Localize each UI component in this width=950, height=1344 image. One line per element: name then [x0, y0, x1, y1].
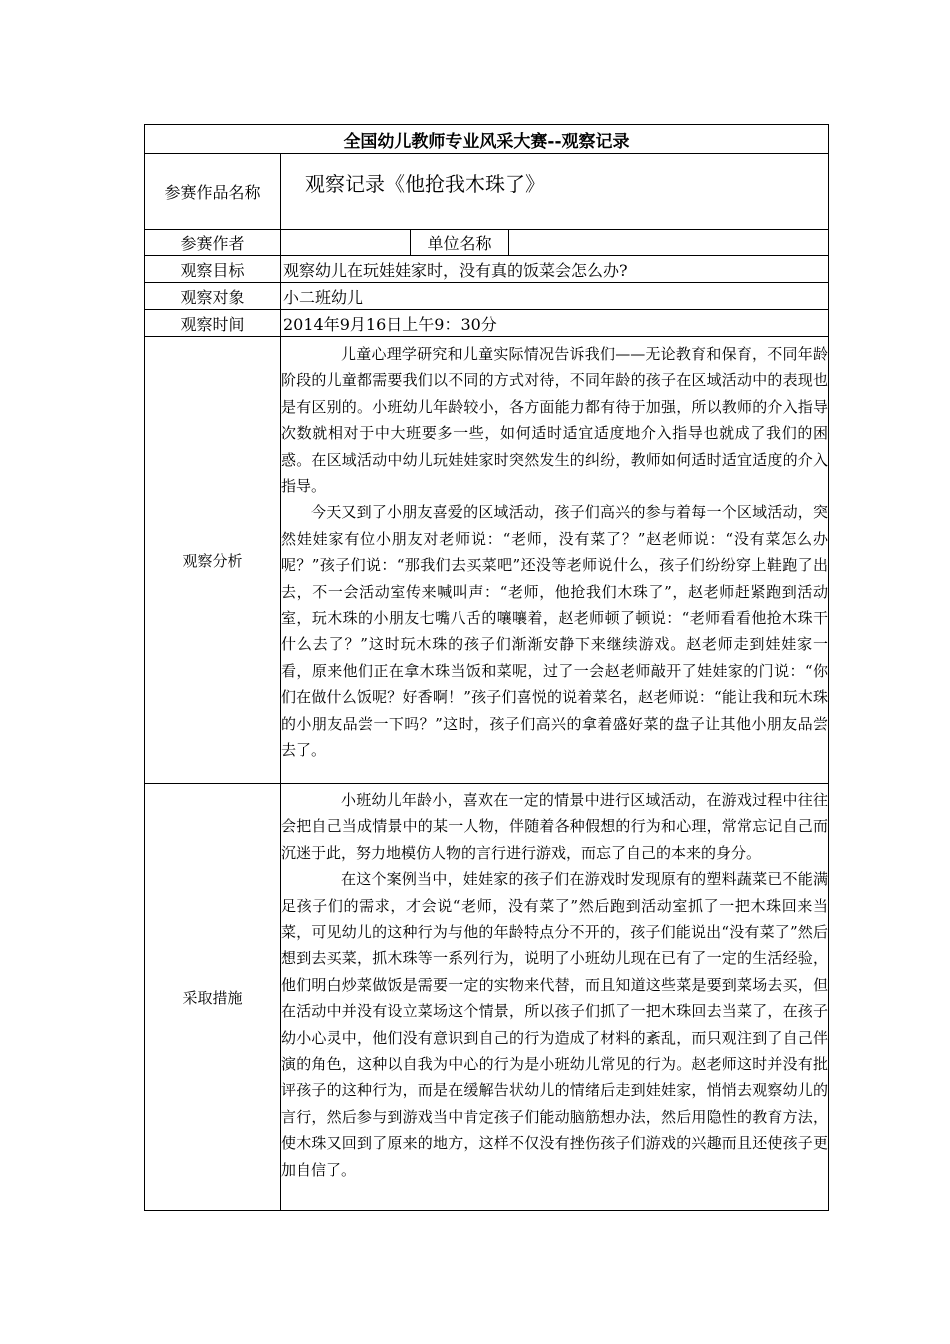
unit-label: 单位名称 [411, 230, 509, 256]
table-title: 全国幼儿教师专业风采大赛--观察记录 [145, 125, 829, 154]
work-name-value: 观察记录《他抢我木珠了》 [281, 154, 829, 230]
goal-value: 观察幼儿在玩娃娃家时，没有真的饭菜会怎么办? [281, 256, 829, 283]
analysis-paragraph: 儿童心理学研究和儿童实际情况告诉我们——无论教育和保育，不同年龄阶段的儿童都需要我们以不同的方式对待，不同年龄的孩子在区域活动中的表现也是有区别的。小班幼儿年龄较小，各方面能力都有待于加强，所以教师的介入指导次数就相对于中大班要多一些，如何适时适宜适度地介入指导也就成了我们的困惑。在区域活动中幼儿玩娃娃家时突然发生的纠纷，教师如何适时适宜适度的介入指导。 [281, 345, 828, 496]
author-value [281, 230, 411, 256]
measures-content [281, 784, 829, 1211]
subject-value: 小二班幼儿 [281, 283, 829, 310]
analysis-content [281, 337, 829, 784]
observation-record-table [144, 124, 829, 1211]
analysis-paragraph: 今天又到了小朋友喜爱的区域活动，孩子们高兴的参与着每一个区域活动，突然娃娃家有位小朋友对老师说：“老师，没有菜了？”赵老师说：“没有菜怎么办呢？”孩子们说：“那我们去买菜吧”还没等老师说什么，孩子们纷纷穿上鞋跑了出去，不一会活动室传来喊叫声：“老师，他抢我们木珠了”，赵老师赶紧跑到活动室，玩木珠的小朋友七嘴八舌的嚷嚷着，赵老师顿了顿说：“老师看看他抢木珠干什么去了？”这时玩木珠的孩子们渐渐安静下来继续游戏。赵老师走到娃娃家一看，原来他们正在拿木珠当饭和菜呢，过了一会赵老师敲开了娃娃家的门说：“你们在做什么饭呢？好香啊！”孩子们喜悦的说着菜名，赵老师说：“能让我和玩木珠的小朋友品尝一下吗？”这时，孩子们高兴的拿着盛好菜的盘子让其他小朋友品尝去了。 [281, 503, 828, 760]
measures-paragraph: 小班幼儿年龄小，喜欢在一定的情景中进行区域活动，在游戏过程中往往会把自己当成情景中的某一人物，伴随着各种假想的行为和心理，常常忘记自己而沉迷于此，努力地模仿人物的言行进行游戏，而忘了自己的本来的身分。 [281, 791, 828, 862]
measures-paragraph: 在这个案例当中，娃娃家的孩子们在游戏时发现原有的塑料蔬菜已不能满足孩子们的需求，才会说“老师，没有菜了”然后跑到活动室抓了一把木珠回来当菜，可见幼儿的这种行为与他的年龄特点分不开的，孩子们能说出“没有菜了”然后想到去买菜，抓木珠等一系列行为，说明了小班幼儿现在已有了一定的生活经验，他们明白炒菜做饭是需要一定的实物来代替，而且知道这些菜是要到菜场去买，但在活动中并没有设立菜场这个情景，所以孩子们抓了一把木珠回去当菜了，在孩子幼小心灵中，他们没有意识到自己的行为造成了材料的紊乱，而只观注到了自己伴演的角色，这种以自我为中心的行为是小班幼儿常见的行为。赵老师这时并没有批评孩子的这种行为，而是在缓解告状幼儿的情绪后走到娃娃家，悄悄去观察幼儿的言行，然后参与到游戏当中肯定孩子们能动脑筋想办法，然后用隐性的教育方法，使木珠又回到了原来的地方，这样不仅没有挫伤孩子们游戏的兴趣而且还使孩子更加自信了。 [281, 870, 828, 1179]
subject-label: 观察对象 [145, 283, 281, 310]
work-name-label: 参赛作品名称 [145, 154, 281, 230]
measures-label: 采取措施 [145, 784, 281, 1211]
unit-value [509, 230, 829, 256]
time-value: 2014年9月16日上午9：30分 [281, 310, 829, 337]
author-label: 参赛作者 [145, 230, 281, 256]
analysis-label: 观察分析 [145, 337, 281, 784]
time-label: 观察时间 [145, 310, 281, 337]
goal-label: 观察目标 [145, 256, 281, 283]
